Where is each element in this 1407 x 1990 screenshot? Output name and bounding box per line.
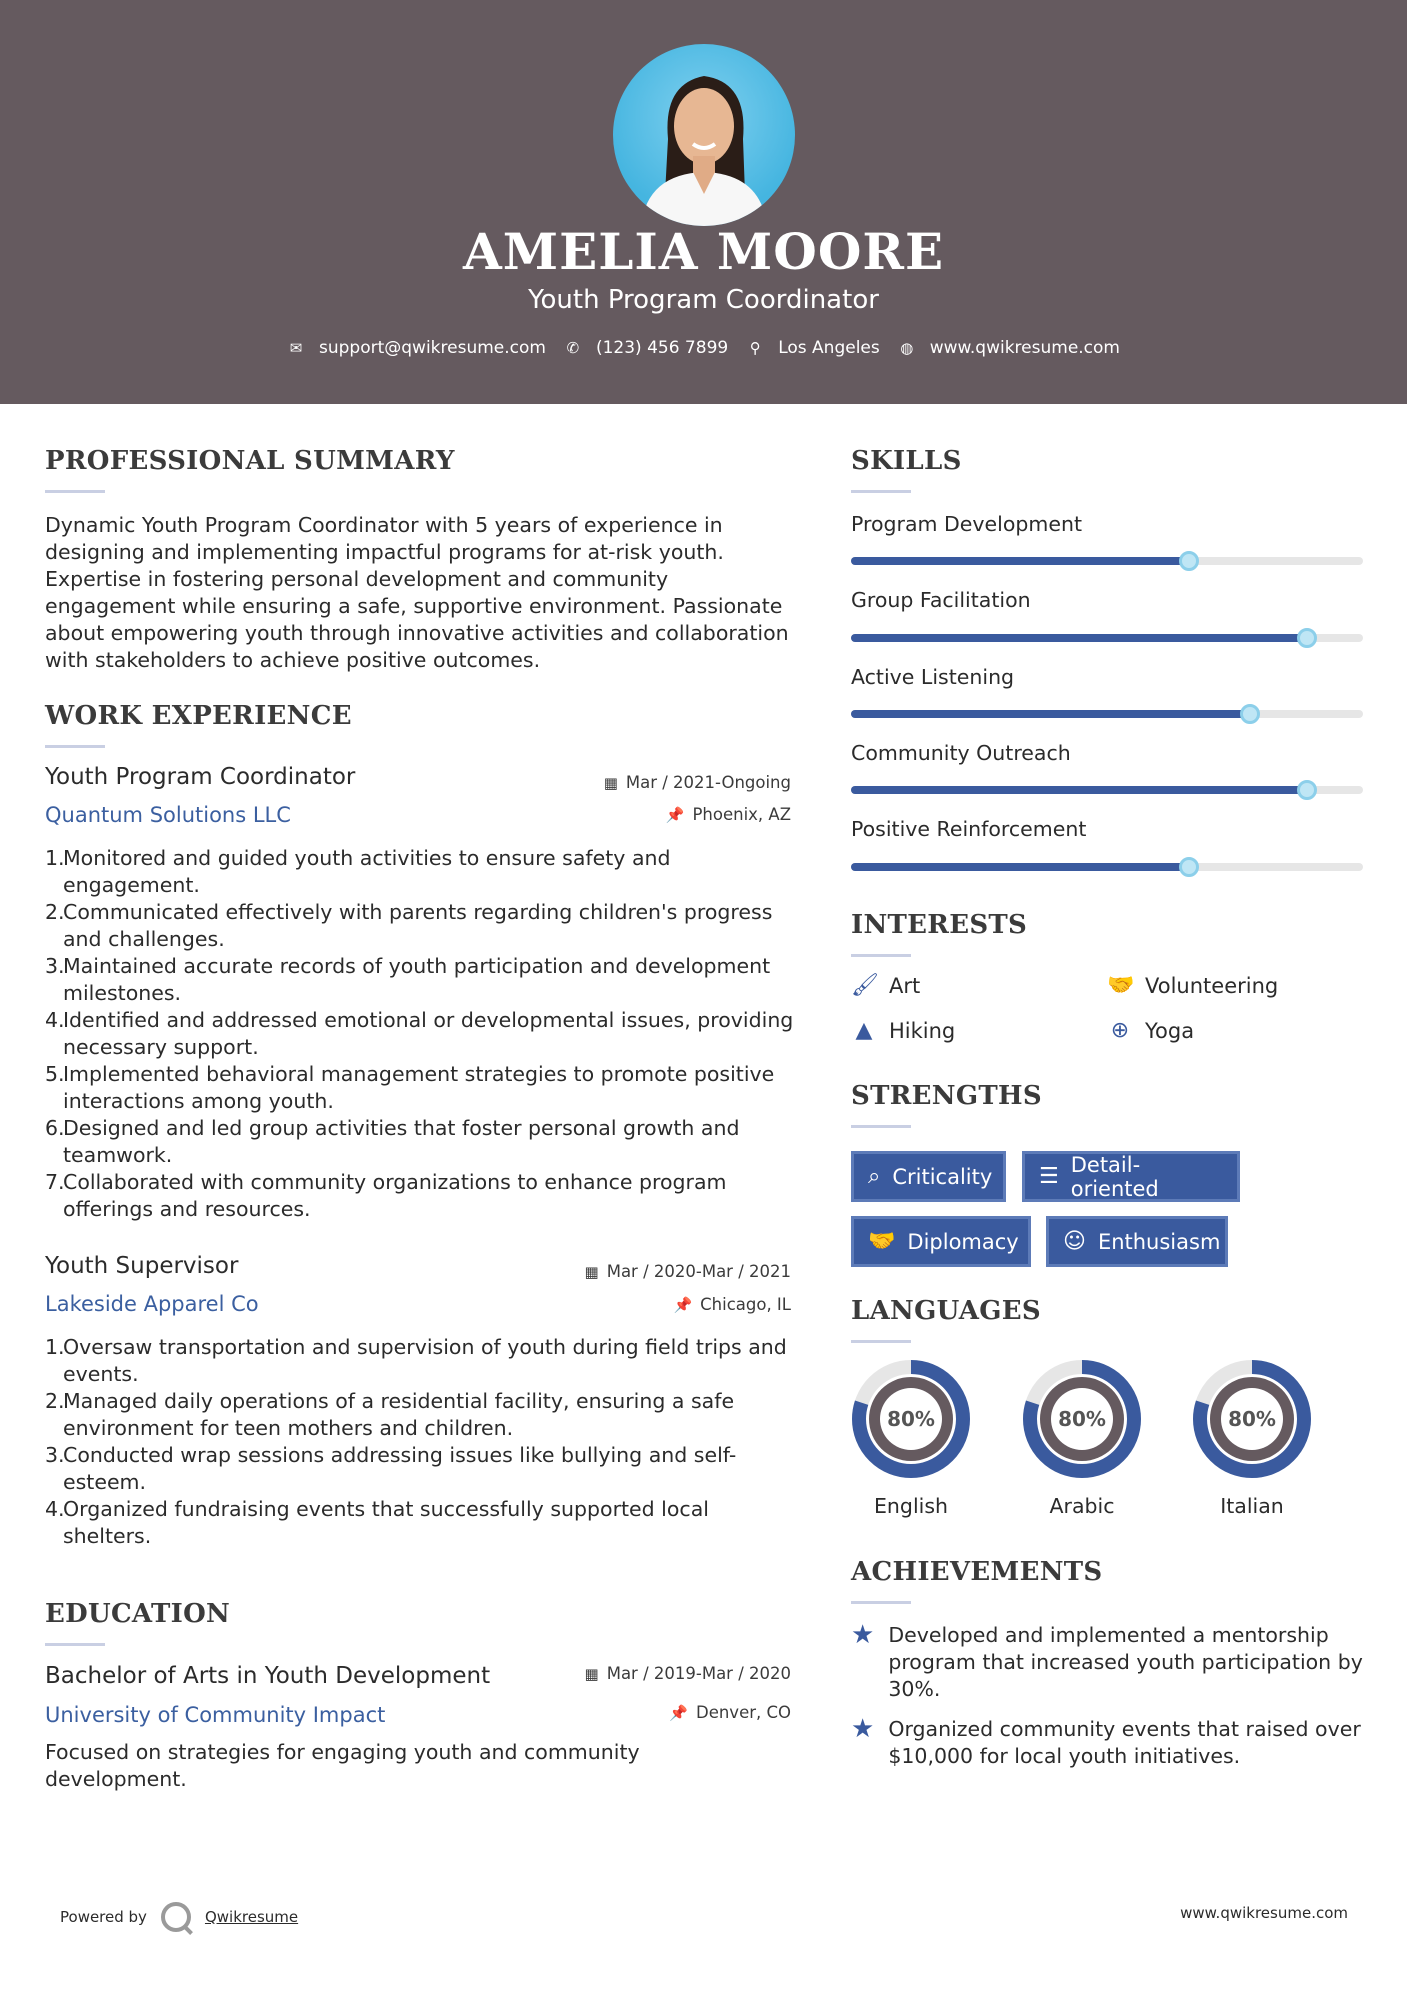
summary-divider: [45, 490, 105, 493]
strength-label: Criticality: [892, 1164, 993, 1189]
job-location: [500, 805, 791, 824]
envelope-icon: ✉: [289, 339, 303, 357]
achievement-text: Developed and implemented a mentorship program that increased youth participation by 30%.: [888, 1623, 1363, 1701]
footer-site[interactable]: www.qwikresume.com: [1180, 1904, 1348, 1922]
calendar-icon: ▦: [584, 1262, 599, 1281]
job-title: Youth Program Coordinator: [45, 764, 356, 790]
pushpin-icon: 📌: [669, 1703, 688, 1722]
achievement-text: Organized community events that raised over $10,000 for local youth initiatives.: [888, 1717, 1361, 1768]
strengths-divider: [851, 1125, 911, 1128]
contact-email[interactable]: [287, 338, 546, 358]
search-icon: ⌕: [868, 1164, 881, 1189]
contact-location-text: Los Angeles: [778, 338, 880, 358]
candidate-name: AMELIA MOORE: [462, 222, 945, 281]
contact-phone[interactable]: [564, 338, 728, 358]
job-dates-text: Mar / 2020-Mar / 2021: [606, 1262, 791, 1281]
list-item: 2. Communicated effectively with parents regarding children's progress and challenges.: [45, 900, 773, 951]
experience-heading: WORK EXPERIENCE: [45, 701, 352, 731]
lifebuoy-icon: ⊕: [1110, 1018, 1130, 1043]
resume-header: [0, 0, 1407, 404]
contact-phone-text: (123) 456 7899: [595, 338, 729, 358]
footer-branding: [60, 1902, 298, 1932]
summary-heading: PROFESSIONAL SUMMARY: [45, 446, 455, 476]
interests-heading: INTERESTS: [851, 910, 1028, 940]
job-company: Lakeside Apparel Co: [45, 1292, 259, 1316]
contact-website-text: www.qwikresume.com: [929, 338, 1120, 358]
skill-bar-fill: [851, 557, 1189, 565]
job-dates: [500, 773, 791, 792]
education-location: [500, 1703, 791, 1722]
job-location: [500, 1295, 791, 1314]
star-icon: ★: [851, 1714, 875, 1744]
list-item: 6. Designed and led group activities that foster personal growth and teamwork.: [45, 1116, 740, 1167]
education-location-text: Denver, CO: [695, 1703, 791, 1722]
interest-item-hiking: [851, 1018, 955, 1043]
contact-email-text: support@qwikresume.com: [319, 338, 546, 358]
experience-divider: [45, 745, 105, 748]
interest-item-yoga: [1107, 1018, 1194, 1043]
education-divider: [45, 1643, 105, 1646]
skill-bar-fill: [851, 863, 1189, 871]
paintbrush-icon: 🖌: [851, 973, 879, 998]
tree-icon: ▲: [855, 1018, 873, 1043]
strength-tag-diplomacy: [851, 1216, 1031, 1267]
language-ring: [1191, 1358, 1313, 1480]
skill-bar: [851, 557, 1363, 565]
language-percent: 80%: [1228, 1407, 1276, 1431]
handshake-icon: 🤝: [1107, 973, 1135, 998]
list-item: 5. Implemented behavioral management strategies to promote positive interactions among youth.: [45, 1062, 775, 1113]
skill-label: Positive Reinforcement: [851, 817, 1087, 841]
interest-label: Yoga: [1145, 1018, 1195, 1043]
language-label: Arabic: [1049, 1494, 1115, 1518]
summary-text: Dynamic Youth Program Coordinator with 5 years of experience in designing and implementing impactful programs for at-risk youth. Expertise in fostering personal development and community engagement while ensuring a safe, supportive environment. Passionate about empowering youth through innovative activities and collaboration with stakeholders to achieve positive outcomes.: [45, 513, 789, 672]
smile-icon: ☺: [1063, 1229, 1086, 1254]
strength-tag-detail-oriented: [1022, 1151, 1240, 1202]
qwikresume-logo-icon: [161, 1902, 191, 1932]
skills-divider: [851, 490, 911, 493]
job-title: Youth Supervisor: [45, 1253, 239, 1279]
profile-photo: [613, 44, 795, 226]
phone-icon: ✆: [566, 339, 580, 357]
location-pin-icon: ⚲: [749, 339, 761, 357]
job-responsibilities: [45, 1334, 795, 1550]
skill-label: Community Outreach: [851, 741, 1071, 765]
strength-tag-criticality: [851, 1151, 1006, 1202]
list-item: 3. Maintained accurate records of youth participation and development milestones.: [45, 954, 771, 1005]
skill-bar-knob: [1179, 857, 1199, 877]
languages-heading: LANGUAGES: [851, 1296, 1041, 1326]
list-item: 4. Identified and addressed emotional or developmental issues, providing necessary support.: [45, 1008, 794, 1059]
skill-bar-fill: [851, 786, 1307, 794]
skill-bar: [851, 863, 1363, 871]
skill-label: Active Listening: [851, 665, 1015, 689]
list-item: 7. Collaborated with community organizations to enhance program offerings and resources.: [45, 1170, 727, 1221]
list-icon: ☰: [1039, 1164, 1059, 1189]
job-responsibilities: [45, 845, 795, 1223]
pushpin-icon: 📌: [673, 1295, 693, 1314]
strength-label: Enthusiasm: [1097, 1229, 1221, 1254]
language-percent: 80%: [887, 1407, 935, 1431]
job-dates: [500, 1262, 791, 1281]
skills-heading: SKILLS: [851, 446, 962, 476]
school-name: University of Community Impact: [45, 1703, 386, 1727]
skill-bar: [851, 786, 1363, 794]
language-ring: [850, 1358, 972, 1480]
star-icon: ★: [851, 1620, 875, 1650]
interest-label: Hiking: [889, 1018, 956, 1043]
skill-label: Program Development: [851, 512, 1083, 536]
list-item: 4. Organized fundraising events that successfully supported local shelters.: [45, 1497, 709, 1548]
skill-bar-knob: [1179, 551, 1199, 571]
interest-label: Volunteering: [1145, 973, 1279, 998]
strength-label: Detail-oriented: [1070, 1152, 1159, 1201]
languages-divider: [851, 1340, 911, 1343]
skill-label: Group Facilitation: [851, 588, 1031, 612]
skill-bar-fill: [851, 710, 1250, 718]
contact-bar: [0, 338, 1407, 358]
strengths-heading: STRENGTHS: [851, 1081, 1042, 1111]
degree-title: Bachelor of Arts in Youth Development: [45, 1663, 491, 1689]
language-ring: [1021, 1358, 1143, 1480]
achievement-item: [851, 1622, 1363, 1703]
powered-by-label: Powered by: [60, 1908, 147, 1926]
list-item: 1. Oversaw transportation and supervision of youth during field trips and events.: [45, 1335, 787, 1386]
brand-link[interactable]: Qwikresume: [204, 1908, 299, 1926]
achievement-item: [851, 1716, 1363, 1770]
skill-bar-fill: [851, 634, 1307, 642]
strength-tag-enthusiasm: [1046, 1216, 1228, 1267]
pushpin-icon: 📌: [665, 805, 685, 824]
job-company: Quantum Solutions LLC: [45, 803, 291, 827]
list-item: 3. Conducted wrap sessions addressing issues like bullying and self-esteem.: [45, 1443, 737, 1494]
profile-photo-illustration: [613, 44, 795, 226]
list-item: 2. Managed daily operations of a residential facility, ensuring a safe environment for teen mothers and children.: [45, 1389, 735, 1440]
list-item: 1. Monitored and guided youth activities to ensure safety and engagement.: [45, 846, 671, 897]
education-description: Focused on strategies for engaging youth and community development.: [45, 1740, 640, 1791]
language-label: Italian: [1220, 1494, 1284, 1518]
education-dates: [500, 1664, 791, 1683]
achievements-heading: ACHIEVEMENTS: [851, 1557, 1103, 1587]
skill-bar-knob: [1297, 628, 1317, 648]
language-label: English: [873, 1494, 949, 1518]
interest-item-art: [851, 973, 920, 998]
job-location-text: Chicago, IL: [700, 1295, 791, 1314]
skill-bar: [851, 710, 1363, 718]
contact-location: [746, 338, 880, 358]
globe-icon: ◍: [900, 339, 914, 357]
candidate-role: Youth Program Coordinator: [528, 285, 879, 315]
calendar-icon: ▦: [584, 1664, 599, 1683]
language-percent: 80%: [1058, 1407, 1106, 1431]
education-dates-text: Mar / 2019-Mar / 2020: [606, 1664, 791, 1683]
interest-item-volunteering: [1107, 973, 1278, 998]
calendar-icon: ▦: [603, 773, 618, 792]
skill-bar-knob: [1297, 780, 1317, 800]
interest-label: Art: [889, 973, 921, 998]
contact-website[interactable]: [898, 338, 1120, 358]
education-heading: EDUCATION: [45, 1599, 231, 1629]
skill-bar: [851, 634, 1363, 642]
strength-label: Diplomacy: [907, 1229, 1019, 1254]
handshake-icon: 🤝: [868, 1229, 896, 1254]
job-location-text: Phoenix, AZ: [692, 805, 791, 824]
job-dates-text: Mar / 2021-Ongoing: [625, 773, 791, 792]
interests-divider: [851, 954, 911, 957]
skill-bar-knob: [1240, 704, 1260, 724]
achievements-divider: [851, 1601, 911, 1604]
